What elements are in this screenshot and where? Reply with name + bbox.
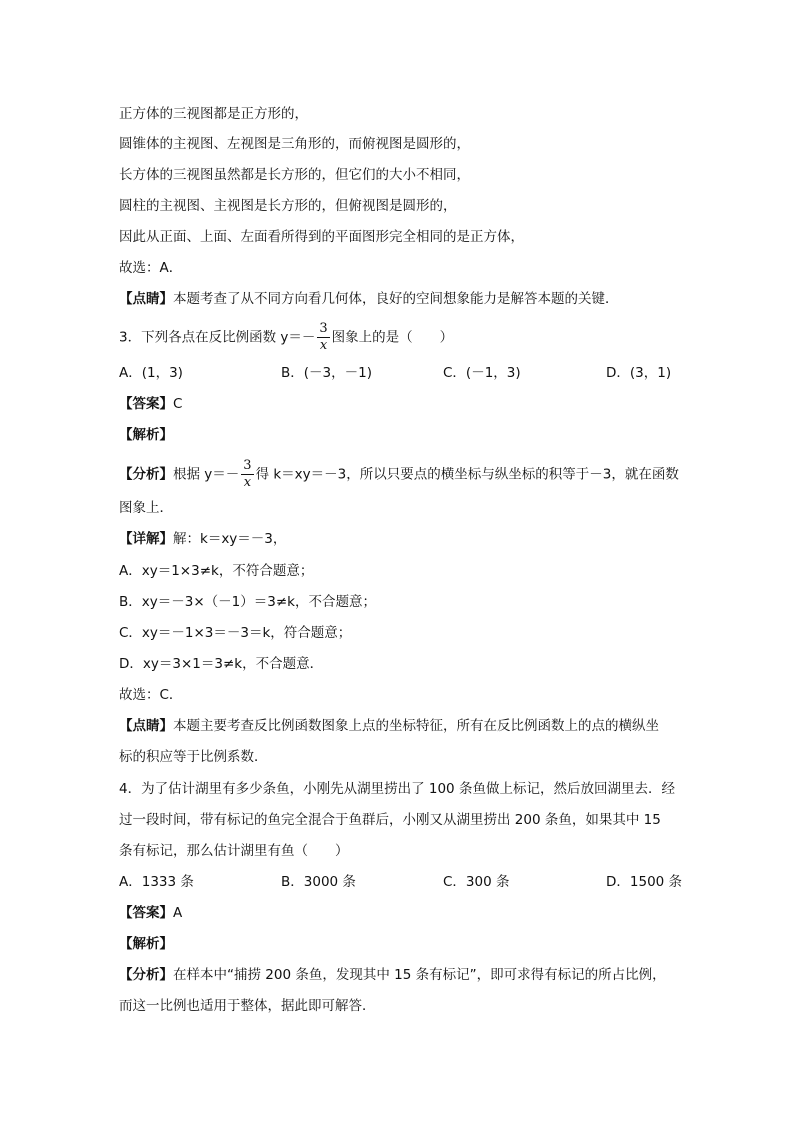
dianjing-text: 本题主要考查反比例函数图象上点的坐标特征，所有在反比例函数上的点的横纵坐 xyxy=(173,718,659,734)
q4-stem-line: 过一段时间，带有标记的鱼完全混合于鱼群后，小刚又从湖里捞出 200 条鱼，如果其中 15 xyxy=(119,812,661,828)
fenxi-b: 得 k＝xy＝－3，所以只要点的横坐标与纵坐标的积等于－3，就在函数 xyxy=(255,466,679,483)
section-tag: 【详解】 xyxy=(119,531,173,547)
text-line: 而这一比例也适用于整体，据此即可解答． xyxy=(119,998,376,1014)
text-line: 长方体的三视图虽然都是长方形的，但它们的大小不相同， xyxy=(119,167,470,183)
answer-value: A xyxy=(173,905,183,921)
q3-stem-a: 3．下列各点在反比例函数 y＝－ xyxy=(119,329,316,346)
text-line: 标的积应等于比例系数． xyxy=(119,749,268,765)
q4-answer xyxy=(119,904,182,922)
solution-step: B．xy＝－3×（－1）＝3≠k，不合题意； xyxy=(119,594,376,610)
q4-option-c: C．300 条 xyxy=(443,874,510,890)
q2-dianjing xyxy=(119,290,619,308)
q3-fenxi xyxy=(119,459,679,490)
q3-answer xyxy=(119,395,182,413)
fraction-denominator: x xyxy=(243,475,252,490)
q3-stem-b: 图象上的是（ ） xyxy=(331,329,454,346)
q3-stem xyxy=(119,322,453,353)
q4-stem-line: 4．为了估计湖里有多少条鱼，小刚先从湖里捞出了 100 条鱼做上标记，然后放回湖里去．经 xyxy=(119,781,675,797)
q3-dianjing xyxy=(119,717,659,735)
solution-step: C．xy＝－1×3＝－3＝k，符合题意； xyxy=(119,625,352,641)
text-line: 正方体的三视图都是正方形的， xyxy=(119,106,308,122)
q3-option-b: B．(－3，－1) xyxy=(281,365,372,381)
fenxi-a: 在样本中“捕捞 200 条鱼，发现其中 15 条有标记”，即可求得有标记的所占比例， xyxy=(173,967,666,983)
section-tag: 【分析】 xyxy=(119,967,173,983)
q4-option-d: D．1500 条 xyxy=(606,874,683,890)
fraction xyxy=(241,459,253,490)
section-tag: 【答案】 xyxy=(119,905,173,921)
fraction-numerator: 3 xyxy=(319,321,328,336)
q3-jiexi: 【解析】 xyxy=(119,427,173,443)
text-line: 圆锥体的主视图、左视图是三角形的，而俯视图是圆形的， xyxy=(119,136,470,152)
fraction-denominator: x xyxy=(319,338,328,353)
q3-option-d: D．(3，1) xyxy=(606,365,672,381)
fenxi-a: 根据 y＝－ xyxy=(173,466,240,483)
section-tag: 【点睛】 xyxy=(119,718,173,734)
solution-step: A．xy＝1×3≠k，不符合题意； xyxy=(119,563,314,579)
q4-jiexi: 【解析】 xyxy=(119,936,173,952)
q3-option-a: A．(1，3) xyxy=(119,365,183,381)
xiangjie-text: 解：k＝xy＝－3， xyxy=(173,531,287,547)
fraction xyxy=(317,322,329,353)
section-tag: 【答案】 xyxy=(119,396,173,412)
text-line: 因此从正面、上面、左面看所得到的平面图形完全相同的是正方体， xyxy=(119,229,524,245)
answer-value: C xyxy=(173,396,183,412)
text-line: 故选：C． xyxy=(119,687,183,703)
fraction-numerator: 3 xyxy=(243,458,252,473)
section-tag: 【分析】 xyxy=(119,466,173,483)
q4-fenxi xyxy=(119,966,666,984)
solution-step: D．xy＝3×1＝3≠k，不合题意． xyxy=(119,656,324,672)
q4-stem-line: 条有标记，那么估计湖里有鱼（ ） xyxy=(119,843,349,859)
q3-xiangjie xyxy=(119,530,286,548)
text-line: 故选：A． xyxy=(119,260,183,276)
q3-option-c: C．(－1，3) xyxy=(443,365,521,381)
text-line: 图象上． xyxy=(119,500,173,516)
q4-option-b: B．3000 条 xyxy=(281,874,356,890)
text-line: 圆柱的主视图、主视图是长方形的，但俯视图是圆形的， xyxy=(119,198,457,214)
section-tag: 【点睛】 xyxy=(119,291,173,307)
dianjing-text: 本题考查了从不同方向看几何体，良好的空间想象能力是解答本题的关键． xyxy=(173,291,619,307)
q4-option-a: A．1333 条 xyxy=(119,874,194,890)
